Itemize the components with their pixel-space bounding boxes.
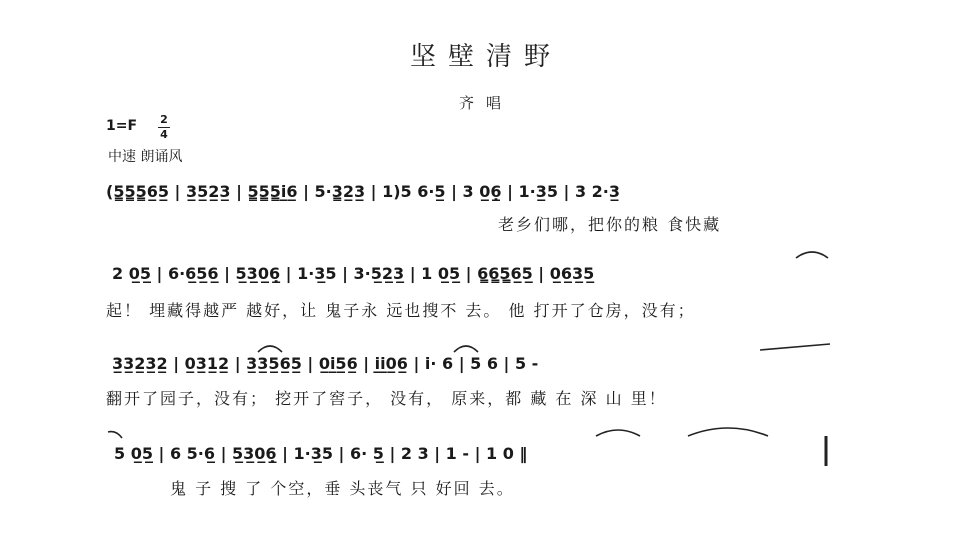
meter-top: 2 — [160, 113, 168, 126]
lyrics-line-3: 翻开了园子，没有； 挖开了窖子， 没有， 原来，都 藏 在 深 山 里！ — [106, 389, 667, 408]
notation-line-4: 5 0̲5̲ | 6 5·6̲ | 5̲3̲0̲6̣̲ | 1·3̲5 | 6· 5̲ | 2 3 | 1 - | 1 0 ‖ — [114, 444, 528, 463]
tempo-marking: 中速 朗诵风 — [108, 149, 183, 165]
lyrics-line-4: 鬼 子 搜 了 个空，垂 头丧气 只 好回 去。 — [170, 479, 515, 498]
notation-line-2: 2 0̲5̲ | 6·6̲5̲6̲ | 5̲3̲0̲6̣̲ | 1·3̲5 | 3·5̲2̲3̲ | 1 0̲5̲ | 6̳6̳5̳6̲5̲ | 0̲6̲3̲5̲ — [112, 264, 595, 283]
lyrics-line-1: 老乡们哪，把你的粮 食快藏 — [498, 215, 722, 234]
notation-line-3: 3̲3̲2̲3̲2̲ | 0̲3̲1̲2̲ | 3̲3̲5̲6̲5̲ | 0̲i̲5̲6̲ | i̲i̲0̲6̲ | i· 6 | 5 6 | 5 - — [112, 354, 539, 373]
performance-style: 齐唱 — [458, 94, 513, 112]
notation-line-1: (5̳5̳5̳6̲5̲ | 3̲5̲2̲3̲ | 5̳5̳5̳i̲6̲ | 5·3̳2̲3̲ | 1)5 6·5̲ | 3 0̲6̣̲ | 1·3̲5 | 3 2·3̲ — [106, 182, 621, 201]
song-title: 坚壁清野 — [409, 42, 562, 72]
time-signature — [158, 114, 170, 141]
lyrics-line-2: 起！ 埋藏得越严 越好，让 鬼子永 远也搜不 去。 他 打开了仓房，没有； — [106, 301, 696, 320]
meter-bottom: 4 — [160, 128, 168, 141]
key-signature: 1=F — [106, 118, 138, 134]
